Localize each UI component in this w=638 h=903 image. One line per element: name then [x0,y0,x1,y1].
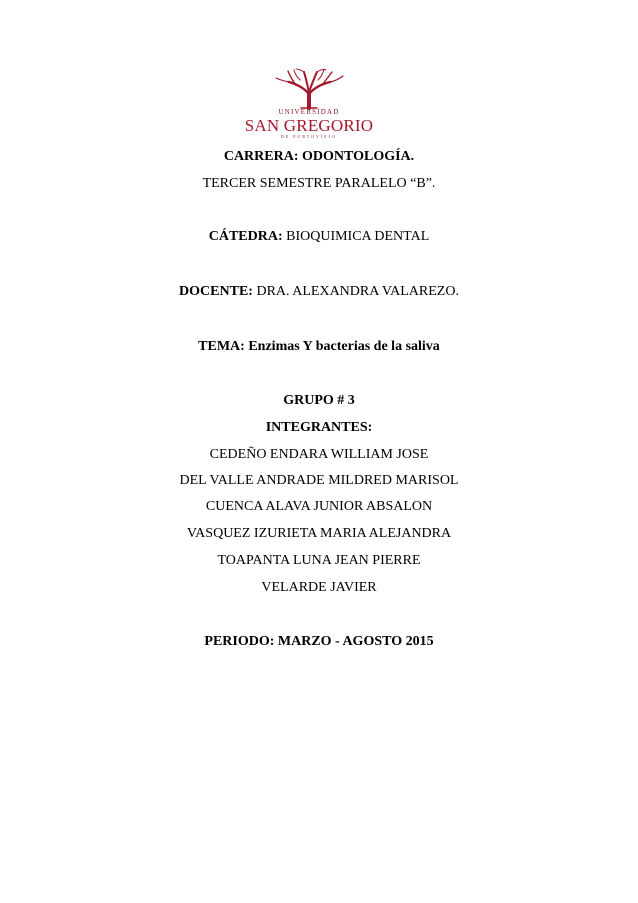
logo-sub-text: DE PORTOVIEJO [280,134,338,139]
carrera-value: ODONTOLOGÍA. [302,149,415,164]
integrante-item: VASQUEZ IZURIETA MARIA ALEJANDRA [186,526,452,541]
logo-top-text: UNIVERSIDAD [278,108,340,116]
semestre-line: TERCER SEMESTRE PARALELO “B”. [202,176,436,191]
tema-value: Enzimas Y bacterias de la saliva [248,339,440,354]
carrera-line [0,148,638,166]
logo-university-name: SAN GREGORIO [244,116,374,135]
tree-icon [234,68,384,110]
catedra-label: CÁTEDRA: [208,229,283,244]
periodo-line [0,633,638,651]
catedra-line [0,228,638,246]
integrante-item: VELARDE JAVIER [261,580,377,595]
university-logo [234,68,384,140]
grupo-line: GRUPO # 3 [283,393,355,408]
integrante-item: DEL VALLE ANDRADE MILDRED MARISOL [179,473,459,488]
carrera-label: CARRERA: [223,149,299,164]
integrante-item: CEDEÑO ENDARA WILLIAM JOSE [209,447,429,462]
docente-value: DRA. ALEXANDRA VALAREZO. [256,284,459,299]
tema-line [0,338,638,356]
periodo-value: MARZO - AGOSTO 2015 [277,634,434,649]
docente-label: DOCENTE: [179,284,253,299]
docente-line [0,283,638,301]
integrantes-heading: INTEGRANTES: [265,420,373,435]
tema-label: TEMA: [198,339,245,354]
periodo-label: PERIODO: [204,634,275,649]
integrante-item: CUENCA ALAVA JUNIOR ABSALON [205,499,433,514]
integrante-item: TOAPANTA LUNA JEAN PIERRE [217,553,421,568]
catedra-value: BIOQUIMICA DENTAL [286,229,430,244]
